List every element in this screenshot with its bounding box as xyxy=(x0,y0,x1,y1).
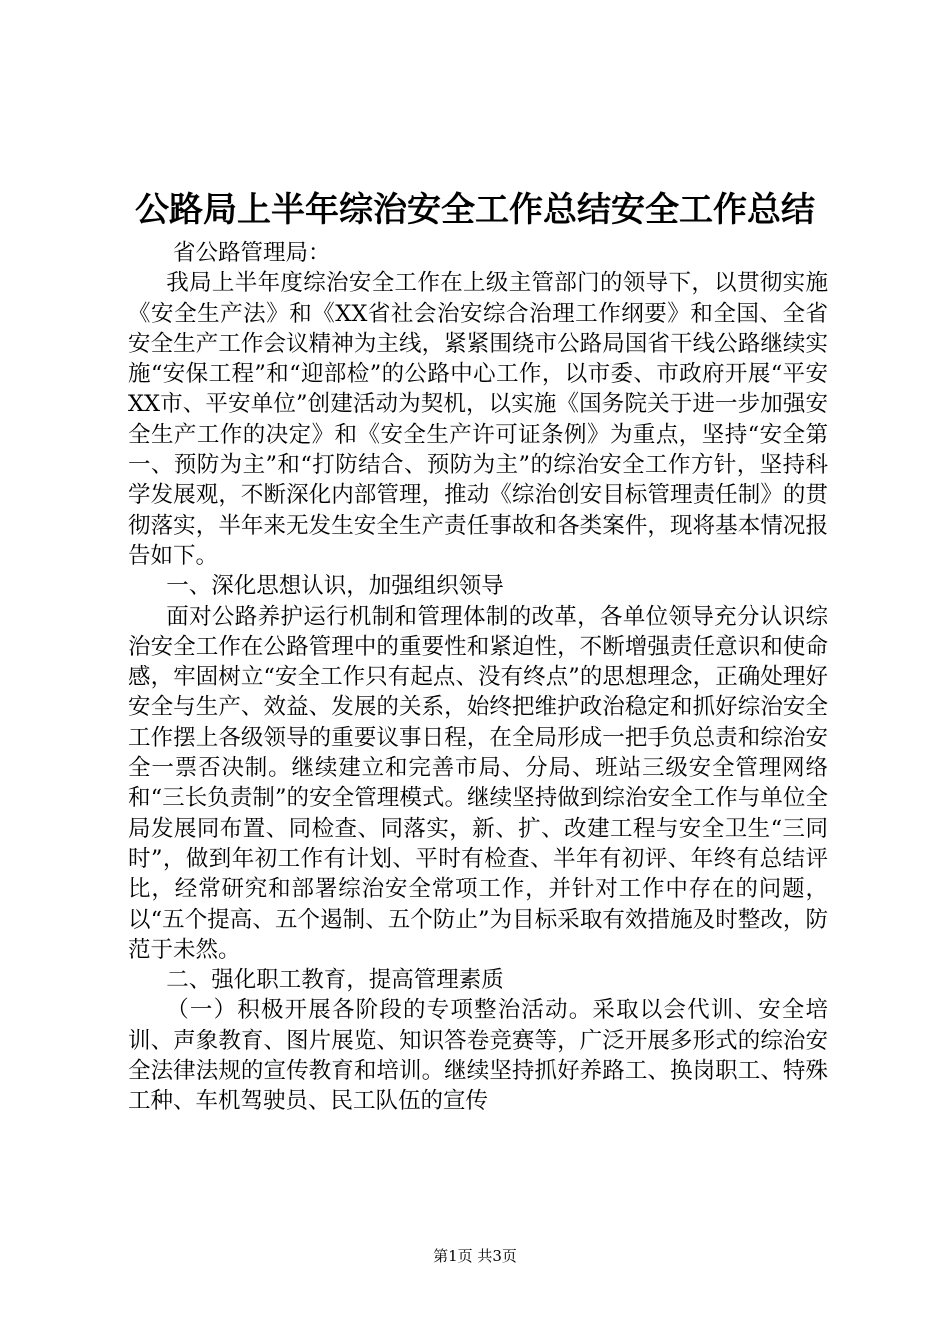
salutation: 省公路管理局： xyxy=(173,240,331,266)
paragraph-section-1: 面对公路养护运行机制和管理体制的改革，各单位领导充分认识综治安全工作在公路管理中的重要性和紧迫性，不断增强责任意识和使命感，牢固树立“安全工作只有起点、没有终点”的思想理念，正确处理好安全与生产、效益、发展的关系，始终把维护政治稳定和抓好综治安全工作摆上各级领导的重要议事日程，在全局形成一把手负总责和综治安全一票否决制。继续建立和完善市局、分局、班站三级安全管理网络和“三长负责制”的安全管理模式。继续坚持做到综治安全工作与单位全局发展同布置、同检查、同落实，新、扩、改建工程与安全卫生“三同时”，做到年初工作有计划、平时有检查、半年有初评、年终有总结评比，经常研究和部署综治安全常项工作，并针对工作中存在的问题，以“五个提高、五个遏制、五个防止”为目标采取有效措施及时整改，防范于未然。 xyxy=(128,603,828,963)
document-body xyxy=(128,238,828,1117)
paragraph-section-2-1: （一）积极开展各阶段的专项整治活动。采取以会代训、安全培训、声象教育、图片展览、知识答卷竞赛等，广泛开展多形式的综治安全法律法规的宣传教育和培训。继续坚持抓好养路工、换岗职工、特殊工种、车机驾驶员、民工队伍的宣传 xyxy=(128,997,828,1115)
section-heading-1: 一、深化思想认识，加强组织领导 xyxy=(166,573,504,600)
page-number-footer: 第1页 共3页 xyxy=(433,1247,517,1265)
section-heading-2: 二、强化职工教育，提高管理素质 xyxy=(166,967,504,994)
paragraph-intro: 我局上半年度综治安全工作在上级主管部门的领导下，以贯彻实施《安全生产法》和《XX省社会治安综合治理工作纲要》和全国、全省安全生产工作会议精神为主线，紧紧围绕市公路局国省干线公路继续实施“安保工程”和“迎部检”的公路中心工作，以市委、市政府开展“平安XX市、平安单位”创建活动为契机，以实施《国务院关于进一步加强安全生产工作的决定》和《安全生产许可证条例》为重点，坚持“安全第一、预防为主”和“打防结合、预防为主”的综治安全工作方针，坚持科学发展观，不断深化内部管理，推动《综治创安目标管理责任制》的贯彻落实，半年来无发生安全生产责任事故和各类案件，现将基本情况报告如下。 xyxy=(128,270,828,569)
document-title: 公路局上半年综治安全工作总结安全工作总结 xyxy=(135,190,815,230)
